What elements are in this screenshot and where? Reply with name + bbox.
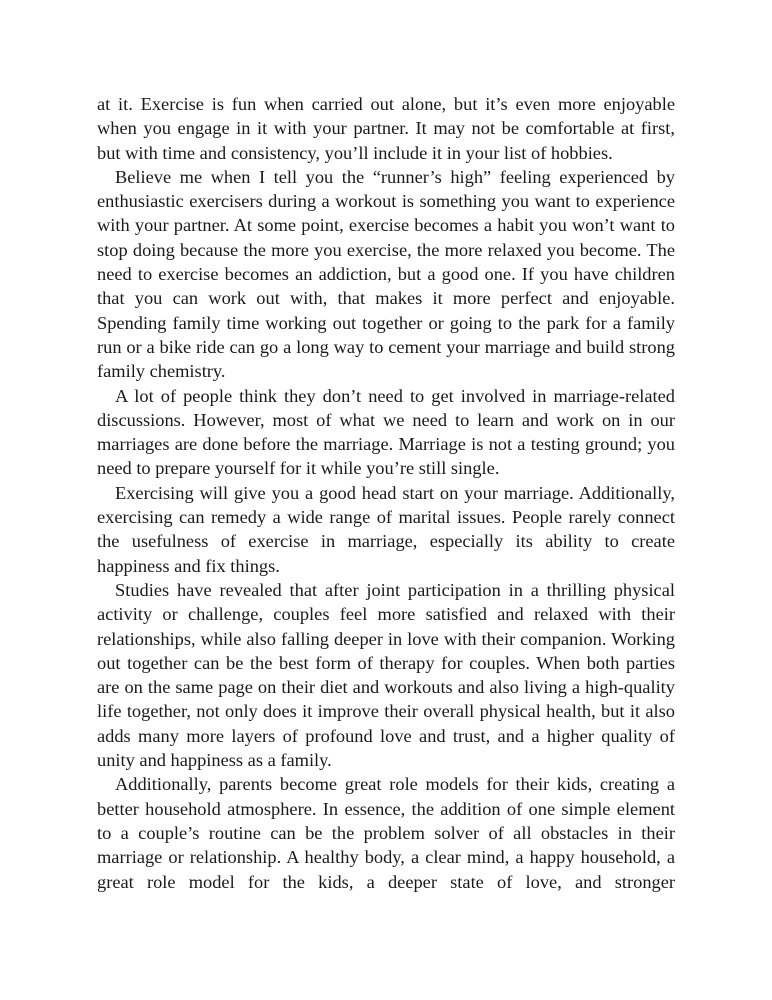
paragraph-head-start: Exercising will give you a good head start on your marriage. Additionally, exercising can remedy a wide range of marital issues. People rarely connect the usefulness of exercise in marriage, especially its ability to create happiness and fix things. — [97, 482, 675, 576]
page-body — [97, 92, 675, 894]
paragraph-role-models: Additionally, parents become great role models for their kids, creating a better household atmosphere. In essence, the addition of one simple element to a couple’s routine can be the problem solver of all obstacles in their marriage or relationship. A healthy body, a clear mind, a happy household, a great role model for the kids, a deeper state of love, and stronger — [97, 774, 675, 892]
paragraph-continued: at it. Exercise is fun when carried out alone, but it’s even more enjoyable when you engage in it with your partner. It may not be comfortable at first, but with time and consistency, you’ll include it in your list of hobbies. — [97, 94, 675, 163]
paragraph-studies: Studies have revealed that after joint participation in a thrilling physical activity or challenge, couples feel more satisfied and relaxed with their relationships, while also falling deeper in love with their companion. Working out together can be the best form of therapy for couples. When both parties are on the same page on their diet and workouts and also living a high-quality life together, not only does it improve their overall physical health, but it also adds many more layers of profound love and trust, and a higher quality of unity and happiness as a family. — [97, 579, 675, 771]
paragraph-runners-high: Believe me when I tell you the “runner’s high” feeling experienced by enthusiastic exercisers during a workout is something you want to experience with your partner. At some point, exercise becomes a habit you won’t want to stop doing because the more you exercise, the more relaxed you become. The need to exercise becomes an addiction, but a good one. If you have children that you can work out with, that makes it more perfect and enjoyable. Spending family time working out together or going to the park for a family run or a bike ride can go a long way to cement your marriage and build strong family chemistry. — [97, 166, 675, 382]
paragraph-marriage-discussions: A lot of people think they don’t need to get involved in marriage-related discussions. However, most of what we need to learn and work on in our marriages are done before the marriage. Marriage is not a testing ground; you need to prepare yourself for it while you’re still single. — [97, 385, 675, 479]
